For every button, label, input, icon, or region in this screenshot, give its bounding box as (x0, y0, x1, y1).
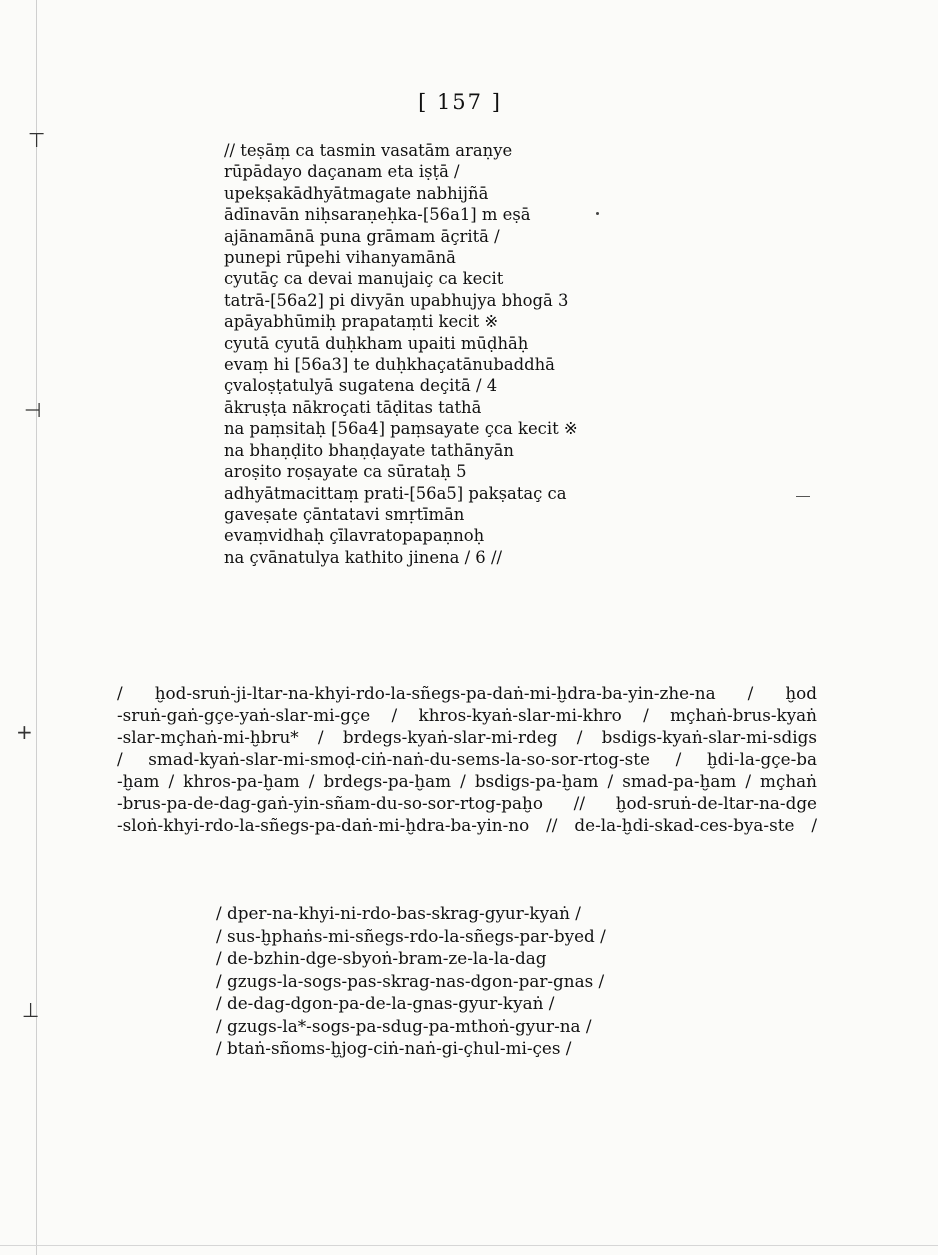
verse-line: / de-bzhin-dge-sbyoṅ-bram-ze-la-la-dag (216, 948, 547, 968)
prose-line: -brus-pa-de-dag-gaṅ-yin-sñam-du-so-sor-rtog-paḫo // ḫod-sruṅ-de-ltar-na-dge (117, 793, 817, 813)
verse-line: na bhaṇḍito bhaṇḍayate tathānyān (224, 440, 514, 460)
verse-line: rūpādayo daçanam eta iṣṭā / (224, 162, 460, 182)
verse-line: adhyātmacittaṃ prati-[56a5] pakṣataç ca (224, 483, 567, 503)
tibetan-prose-paragraph (117, 682, 817, 836)
prose-line: -sloṅ-khyi-rdo-la-sñegs-pa-daṅ-mi-ḫdra-ba-yin-no // de-la-ḫdi-skad-ces-bya-ste / (117, 815, 817, 835)
verse-line: ākruṣṭa nākroçati tāḍitas tathā (224, 397, 482, 417)
verse-line: cyutāç ca devai manujaiç ca kecit (224, 269, 504, 289)
margin-tick-mark: + (16, 720, 33, 744)
verse-line: ādīnavān niḥsaraṇeḥka-[56a1] m eṣā (224, 205, 531, 225)
prose-line: / ḫod-sruṅ-ji-ltar-na-khyi-rdo-la-sñegs-pa-daṅ-mi-ḫdra-ba-yin-zhe-na / ḫod (117, 683, 817, 703)
verse-line: na çvānatulya kathito jinena / 6 // (224, 547, 502, 567)
verse-line: na paṃsitaḥ [56a4] paṃsayate çca kecit ※ (224, 419, 578, 439)
page-edge (0, 1245, 938, 1246)
verse-line: aroṣito roṣayate ca sūrataḥ 5 (224, 462, 467, 482)
verse-line: cyutā cyutā duḥkham upaiti mūḍhāḥ (224, 333, 529, 353)
verse-line: / btaṅ-sñoms-ḫjog-ciṅ-naṅ-gi-çhul-mi-çes / (216, 1038, 572, 1058)
margin-line (36, 0, 37, 1255)
verse-line: tatrā-[56a2] pi divyān upabhujya bhogā 3 (224, 290, 569, 310)
verse-line: evaṃ hi [56a3] te duḥkhaçatānubaddhā (224, 355, 555, 375)
verse-line: apāyabhūmiḥ prapataṃti kecit ※ (224, 312, 499, 332)
verse-line: ajānamānā puna grāmam āçritā / (224, 226, 500, 246)
verse-line: / sus-ḫphaṅs-mi-sñegs-rdo-la-sñegs-par-byed / (216, 925, 606, 946)
verse-line: / gzugs-la-sogs-pas-skrag-nas-dgon-par-gnas / (216, 970, 605, 991)
sanskrit-verse (224, 140, 844, 568)
verse-line: / gzugs-la*-sogs-pa-sdug-pa-mthoṅ-gyur-na / (216, 1015, 592, 1036)
margin-tick-mark: ⊤ (28, 128, 46, 152)
verse-line: / de-dag-dgon-pa-de-la-gnas-gyur-kyaṅ / (216, 993, 555, 1013)
verse-line: / dper-na-khyi-ni-rdo-bas-skrag-gyur-kyaṅ / (216, 903, 581, 923)
tibetan-verse (216, 902, 836, 1060)
verse-line: evaṃvidhaḥ çīlavratopapaṇnoḥ (224, 526, 485, 546)
verse-line: upekṣakādhyātmagate nabhijñā (224, 183, 489, 203)
margin-tick-mark: ⊣ (24, 398, 42, 422)
verse-line: punepi rūpehi vihanyamānā (224, 248, 456, 268)
prose-line: -slar-mçhaṅ-mi-ḫbru* / brdegs-kyaṅ-slar-mi-rdeg / bsdigs-kyaṅ-slar-mi-sdigs (117, 727, 817, 747)
page-number: [ 157 ] (418, 90, 502, 114)
verse-line: gaveṣate çāntatavi smṛtīmān (224, 504, 465, 524)
verse-line: // teṣāṃ ca tasmin vasatām araṇye (224, 141, 513, 160)
prose-line: -ḫam / khros-pa-ḫam / brdegs-pa-ḫam / bsdigs-pa-ḫam / smad-pa-ḫam / mçhaṅ (117, 771, 817, 791)
verse-line: çvaloṣṭatulyā sugatena deçitā / 4 (224, 376, 498, 396)
margin-tick-mark: ⊥ (22, 998, 40, 1022)
prose-line: / smad-kyaṅ-slar-mi-smoḍ-ciṅ-naṅ-du-sems-la-so-sor-rtog-ste / ḫdi-la-gçe-ba (117, 749, 817, 769)
prose-line: -sruṅ-gaṅ-gçe-yaṅ-slar-mi-gçe / khros-kyaṅ-slar-mi-khro / mçhaṅ-brus-kyaṅ (117, 705, 817, 725)
